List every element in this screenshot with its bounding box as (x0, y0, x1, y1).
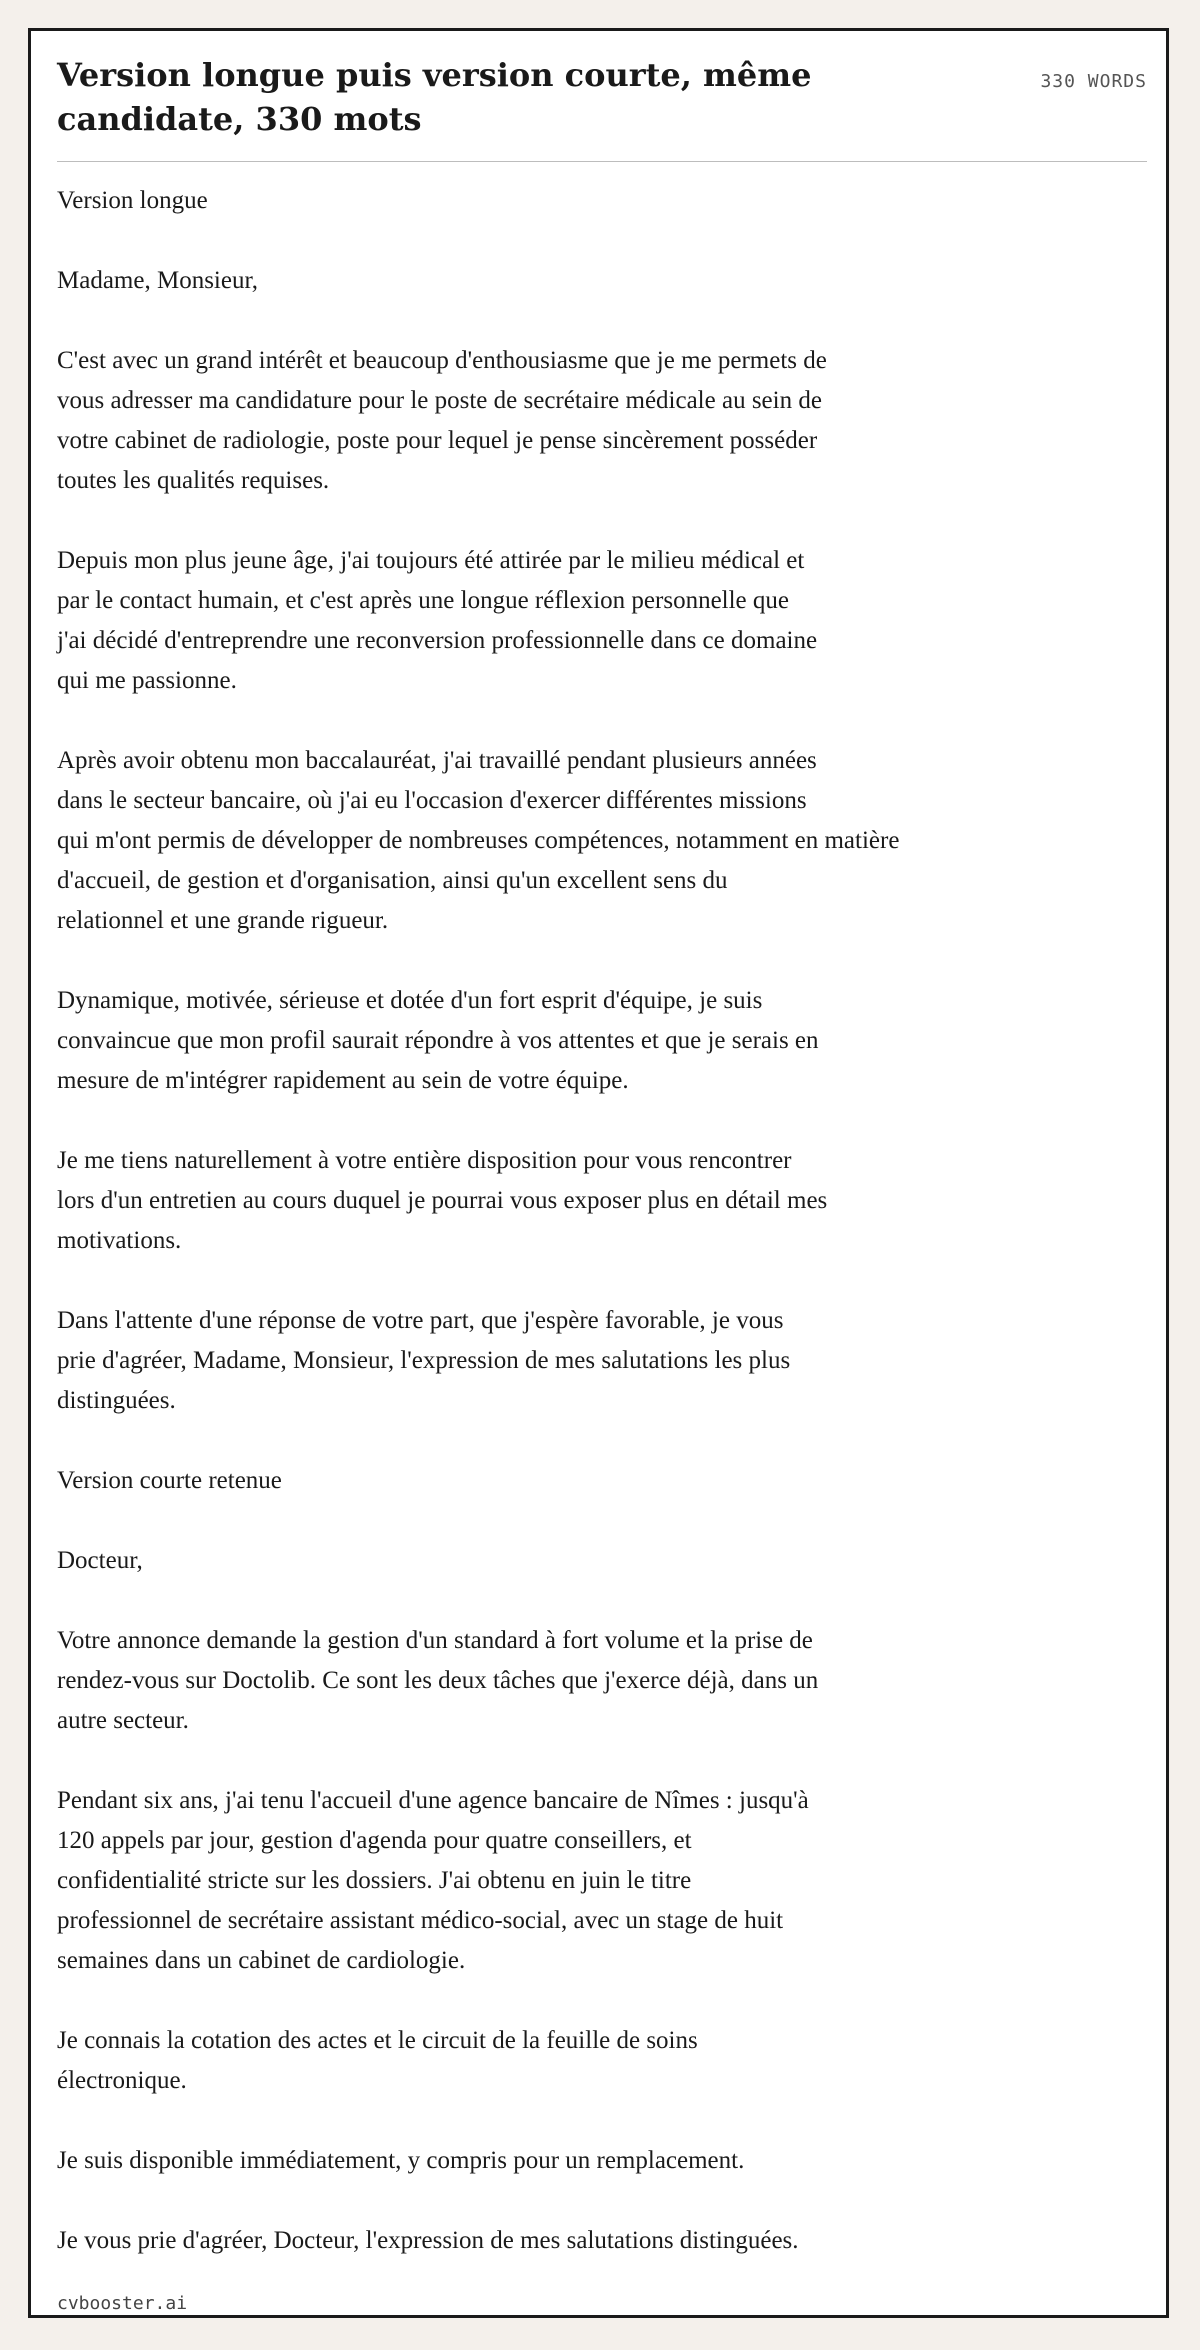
paragraph: Dynamique, motivée, sérieuse et dotée d'un fort esprit d'équipe, je suis convaincue que mon profil saurait répondre à vos attentes et que je serais en mesure de m'intégrer rapidement au sein de votre équipe. (57, 987, 819, 1094)
word-count-badge: 330 WORDS (1040, 71, 1147, 92)
page-title: Version longue puis version courte, même candidate, 330 mots (57, 56, 812, 138)
section-label-short: Version courte retenue (57, 1467, 282, 1494)
paragraph: Je me tiens naturellement à votre entière disposition pour vous rencontrer lors d'un entretien au cours duquel je pourrai vous exposer plus en détail mes motivations. (57, 1147, 828, 1254)
paragraph: Depuis mon plus jeune âge, j'ai toujours été attirée par le milieu médical et par le contact humain, et c'est après une longue réflexion personnelle que j'ai décidé d'entreprendre une reconversion professionnelle dans ce domaine qui me passionne. (57, 547, 818, 694)
paragraph: Je suis disponible immédiatement, y compris pour un remplacement. (57, 2147, 745, 2174)
footer-brand: cvbooster.ai (57, 2293, 188, 2314)
salutation-long: Madame, Monsieur, (57, 267, 259, 294)
letter-body (57, 181, 1137, 2261)
header-divider (57, 161, 1147, 162)
paragraph: Votre annonce demande la gestion d'un standard à fort volume et la prise de rendez-vous sur Doctolib. Ce sont les deux tâches que j'exerce déjà, dans un autre secteur. (57, 1627, 819, 1734)
letter-card (28, 28, 1169, 2318)
salutation-short: Docteur, (57, 1547, 143, 1574)
closing-short: Je vous prie d'agréer, Docteur, l'expression de mes salutations distinguées. (57, 2227, 799, 2254)
card-header (57, 53, 1147, 163)
section-label-long: Version longue (57, 187, 208, 214)
paragraph: Je connais la cotation des actes et le circuit de la feuille de soins électronique. (57, 2027, 698, 2094)
paragraph: C'est avec un grand intérêt et beaucoup d'enthousiasme que je me permets de vous adresser ma candidature pour le poste de secrétaire médicale au sein de votre cabinet de radiologie, poste pour lequel je pense sincèrement posséder toutes les qualités requises. (57, 347, 827, 494)
closing-long: Dans l'attente d'une réponse de votre part, que j'espère favorable, je vous prie d'agréer, Madame, Monsieur, l'expression de mes salutations les plus distinguées. (57, 1307, 791, 1414)
paragraph: Après avoir obtenu mon baccalauréat, j'ai travaillé pendant plusieurs années dans le secteur bancaire, où j'ai eu l'occasion d'exercer différentes missions qui m'ont permis de développer de nombreuses compétences, notamment en matière d'accueil, de gestion et d'organisation, ainsi qu'un excellent sens du relationnel et une grande rigueur. (57, 747, 900, 934)
paragraph: Pendant six ans, j'ai tenu l'accueil d'une agence bancaire de Nîmes : jusqu'à 120 appels par jour, gestion d'agenda pour quatre conseillers, et confidentialité stricte sur les dossiers. J'ai obtenu en juin le titre professionnel de secrétaire assistant médico-social, avec un stage de huit semaines dans un cabinet de cardiologie. (57, 1787, 809, 1974)
